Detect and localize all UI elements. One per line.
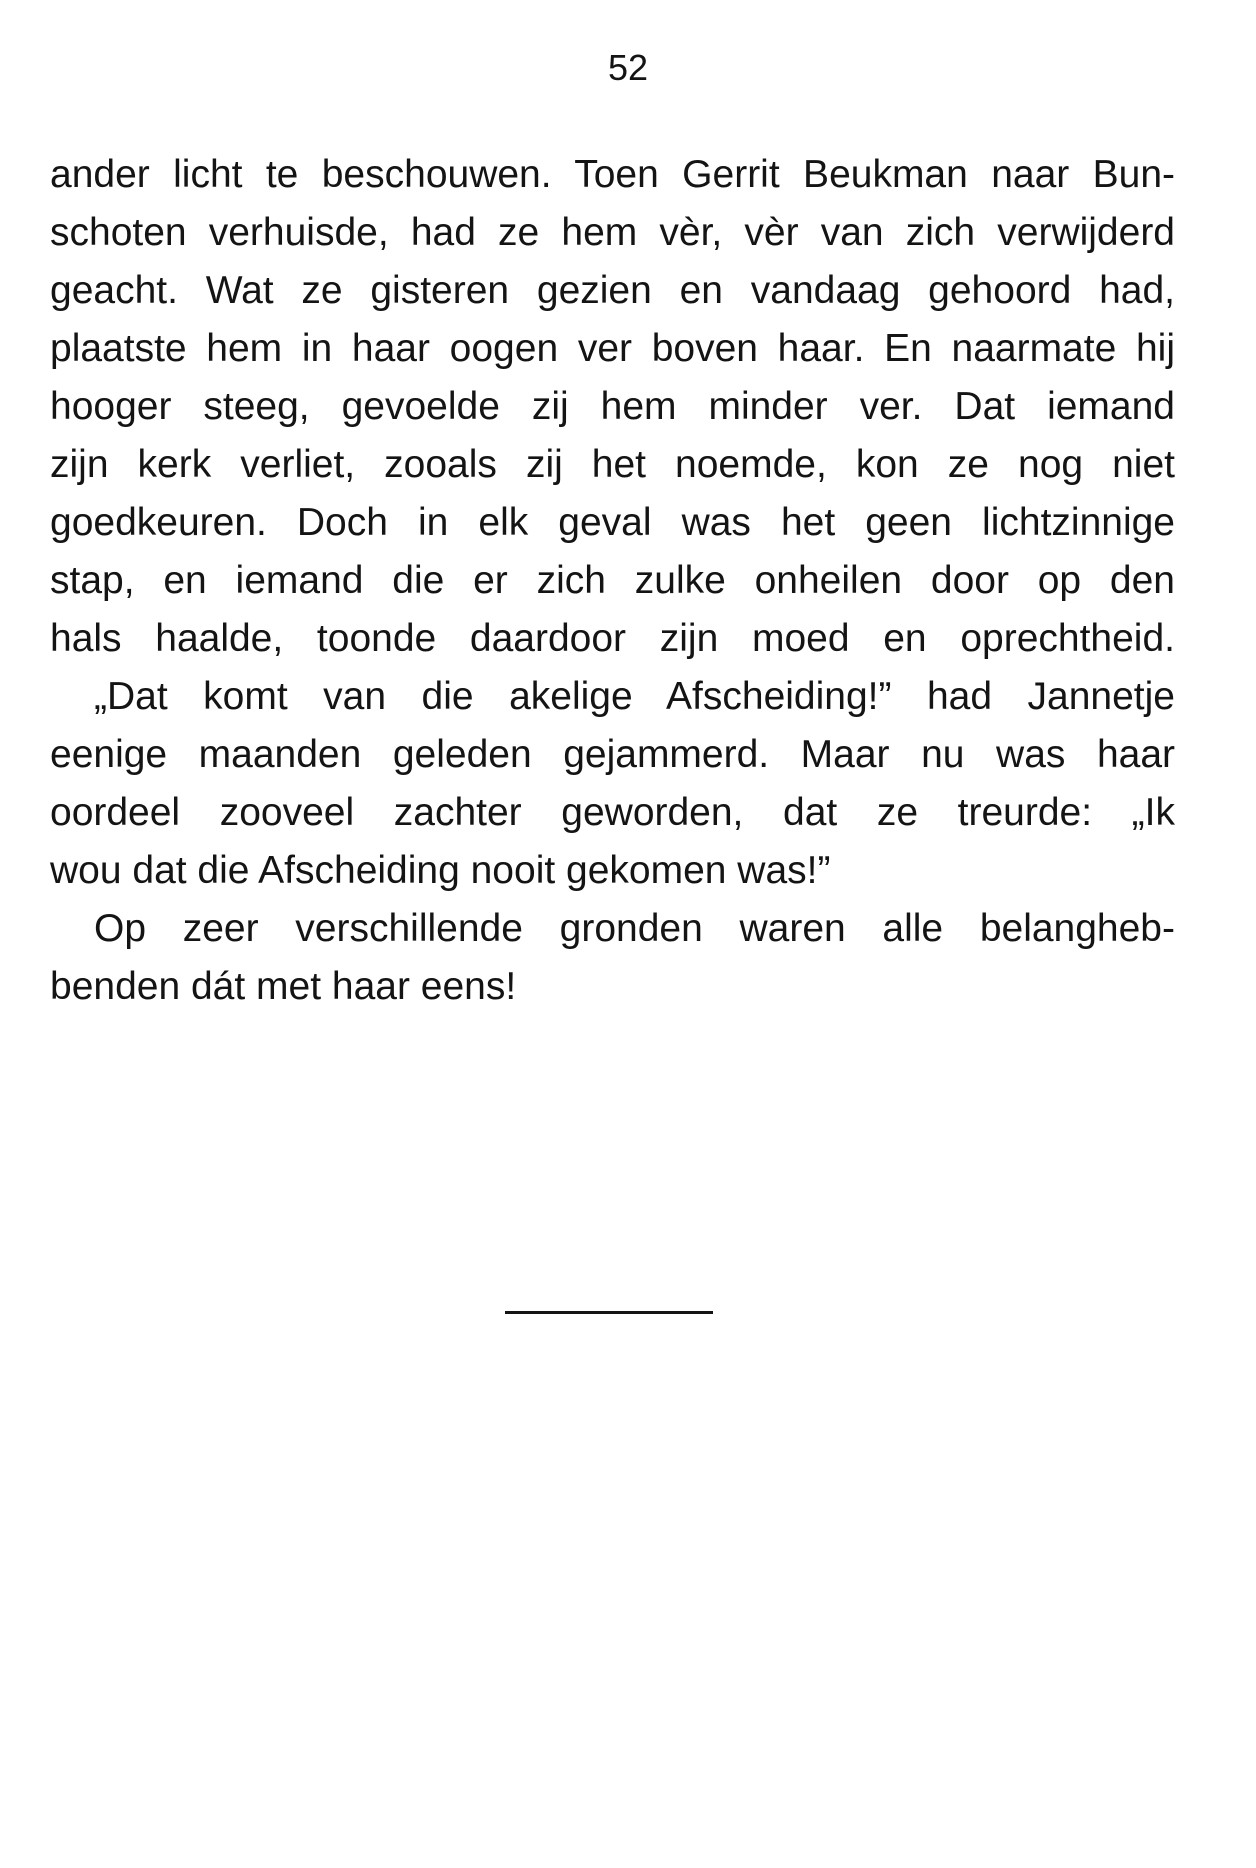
text-line: Op zeer verschillende gronden waren alle belangheb-: [94, 907, 1175, 950]
text-line: eenige maanden geleden gejammerd. Maar nu was haar: [50, 733, 1175, 776]
text-line: ander licht te beschouwen. Toen Gerrit Beukman naar Bun-: [50, 153, 1175, 196]
text-line: goedkeuren. Doch in elk geval was het geen lichtzinnige: [50, 501, 1175, 544]
text-line: hals haalde, toonde daardoor zijn moed en oprechtheid.: [50, 617, 1175, 660]
body-text: [50, 146, 1175, 1016]
page-number: 52: [607, 47, 649, 88]
text-line: stap, en iemand die er zich zulke onheilen door op den: [50, 559, 1175, 602]
text-line: zijn kerk verliet, zooals zij het noemde, kon ze nog niet: [50, 443, 1175, 486]
text-line: hooger steeg, gevoelde zij hem minder ver. Dat iemand: [50, 385, 1175, 428]
text-line: plaatste hem in haar oogen ver boven haar. En naarmate hij: [50, 327, 1175, 370]
text-line: wou dat die Afscheiding nooit gekomen was!”: [50, 849, 831, 892]
section-divider: [505, 1311, 713, 1314]
text-line: benden dát met haar eens!: [50, 965, 517, 1008]
text-line: schoten verhuisde, had ze hem vèr, vèr van zich verwijderd: [50, 211, 1175, 254]
text-line: „Dat komt van die akelige Afscheiding!” had Jannetje: [94, 675, 1175, 718]
text-line: oordeel zooveel zachter geworden, dat ze treurde: „Ik: [50, 791, 1175, 834]
text-line: geacht. Wat ze gisteren gezien en vandaag gehoord had,: [50, 269, 1175, 312]
